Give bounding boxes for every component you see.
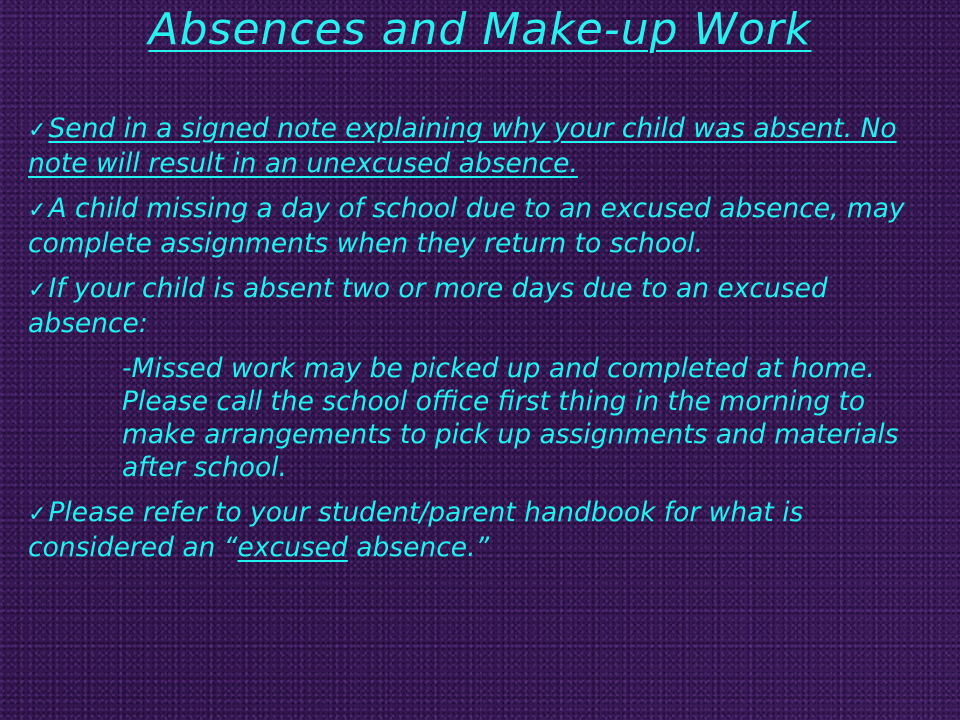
bullet-text: If your child is absent two or more days due to an excused absence: bbox=[28, 273, 828, 339]
checkmark-icon: ✓ bbox=[28, 278, 47, 303]
bullet-text-pre: Please refer to your student/parent handbook for what is considered an “ bbox=[28, 497, 804, 563]
excused-word: excused bbox=[237, 532, 348, 563]
sub-item-text: -Missed work may be picked up and completed at home. Please call the school office first thing in the morning to make arrangements to pick up assignments and materials after school. bbox=[122, 353, 899, 483]
checkmark-icon: ✓ bbox=[28, 502, 47, 527]
bullet-text-post: absence.” bbox=[347, 532, 490, 563]
slide-title-text: Absences and Make-up Work bbox=[148, 4, 812, 55]
slide-title bbox=[0, 4, 960, 55]
checkmark-icon: ✓ bbox=[28, 118, 47, 143]
bullet-item bbox=[28, 272, 933, 340]
slide-body bbox=[28, 112, 933, 576]
bullet-item bbox=[28, 192, 933, 260]
bullet-item bbox=[28, 112, 933, 180]
sub-item bbox=[28, 352, 933, 484]
bullet-text: Send in a signed note explaining why your child was absent. No note will result in an unexcused absence. bbox=[28, 113, 897, 179]
bullet-item bbox=[28, 496, 933, 564]
bullet-text: A child missing a day of school due to an excused absence, may complete assignments when they return to school. bbox=[28, 193, 905, 259]
checkmark-icon: ✓ bbox=[28, 198, 47, 223]
